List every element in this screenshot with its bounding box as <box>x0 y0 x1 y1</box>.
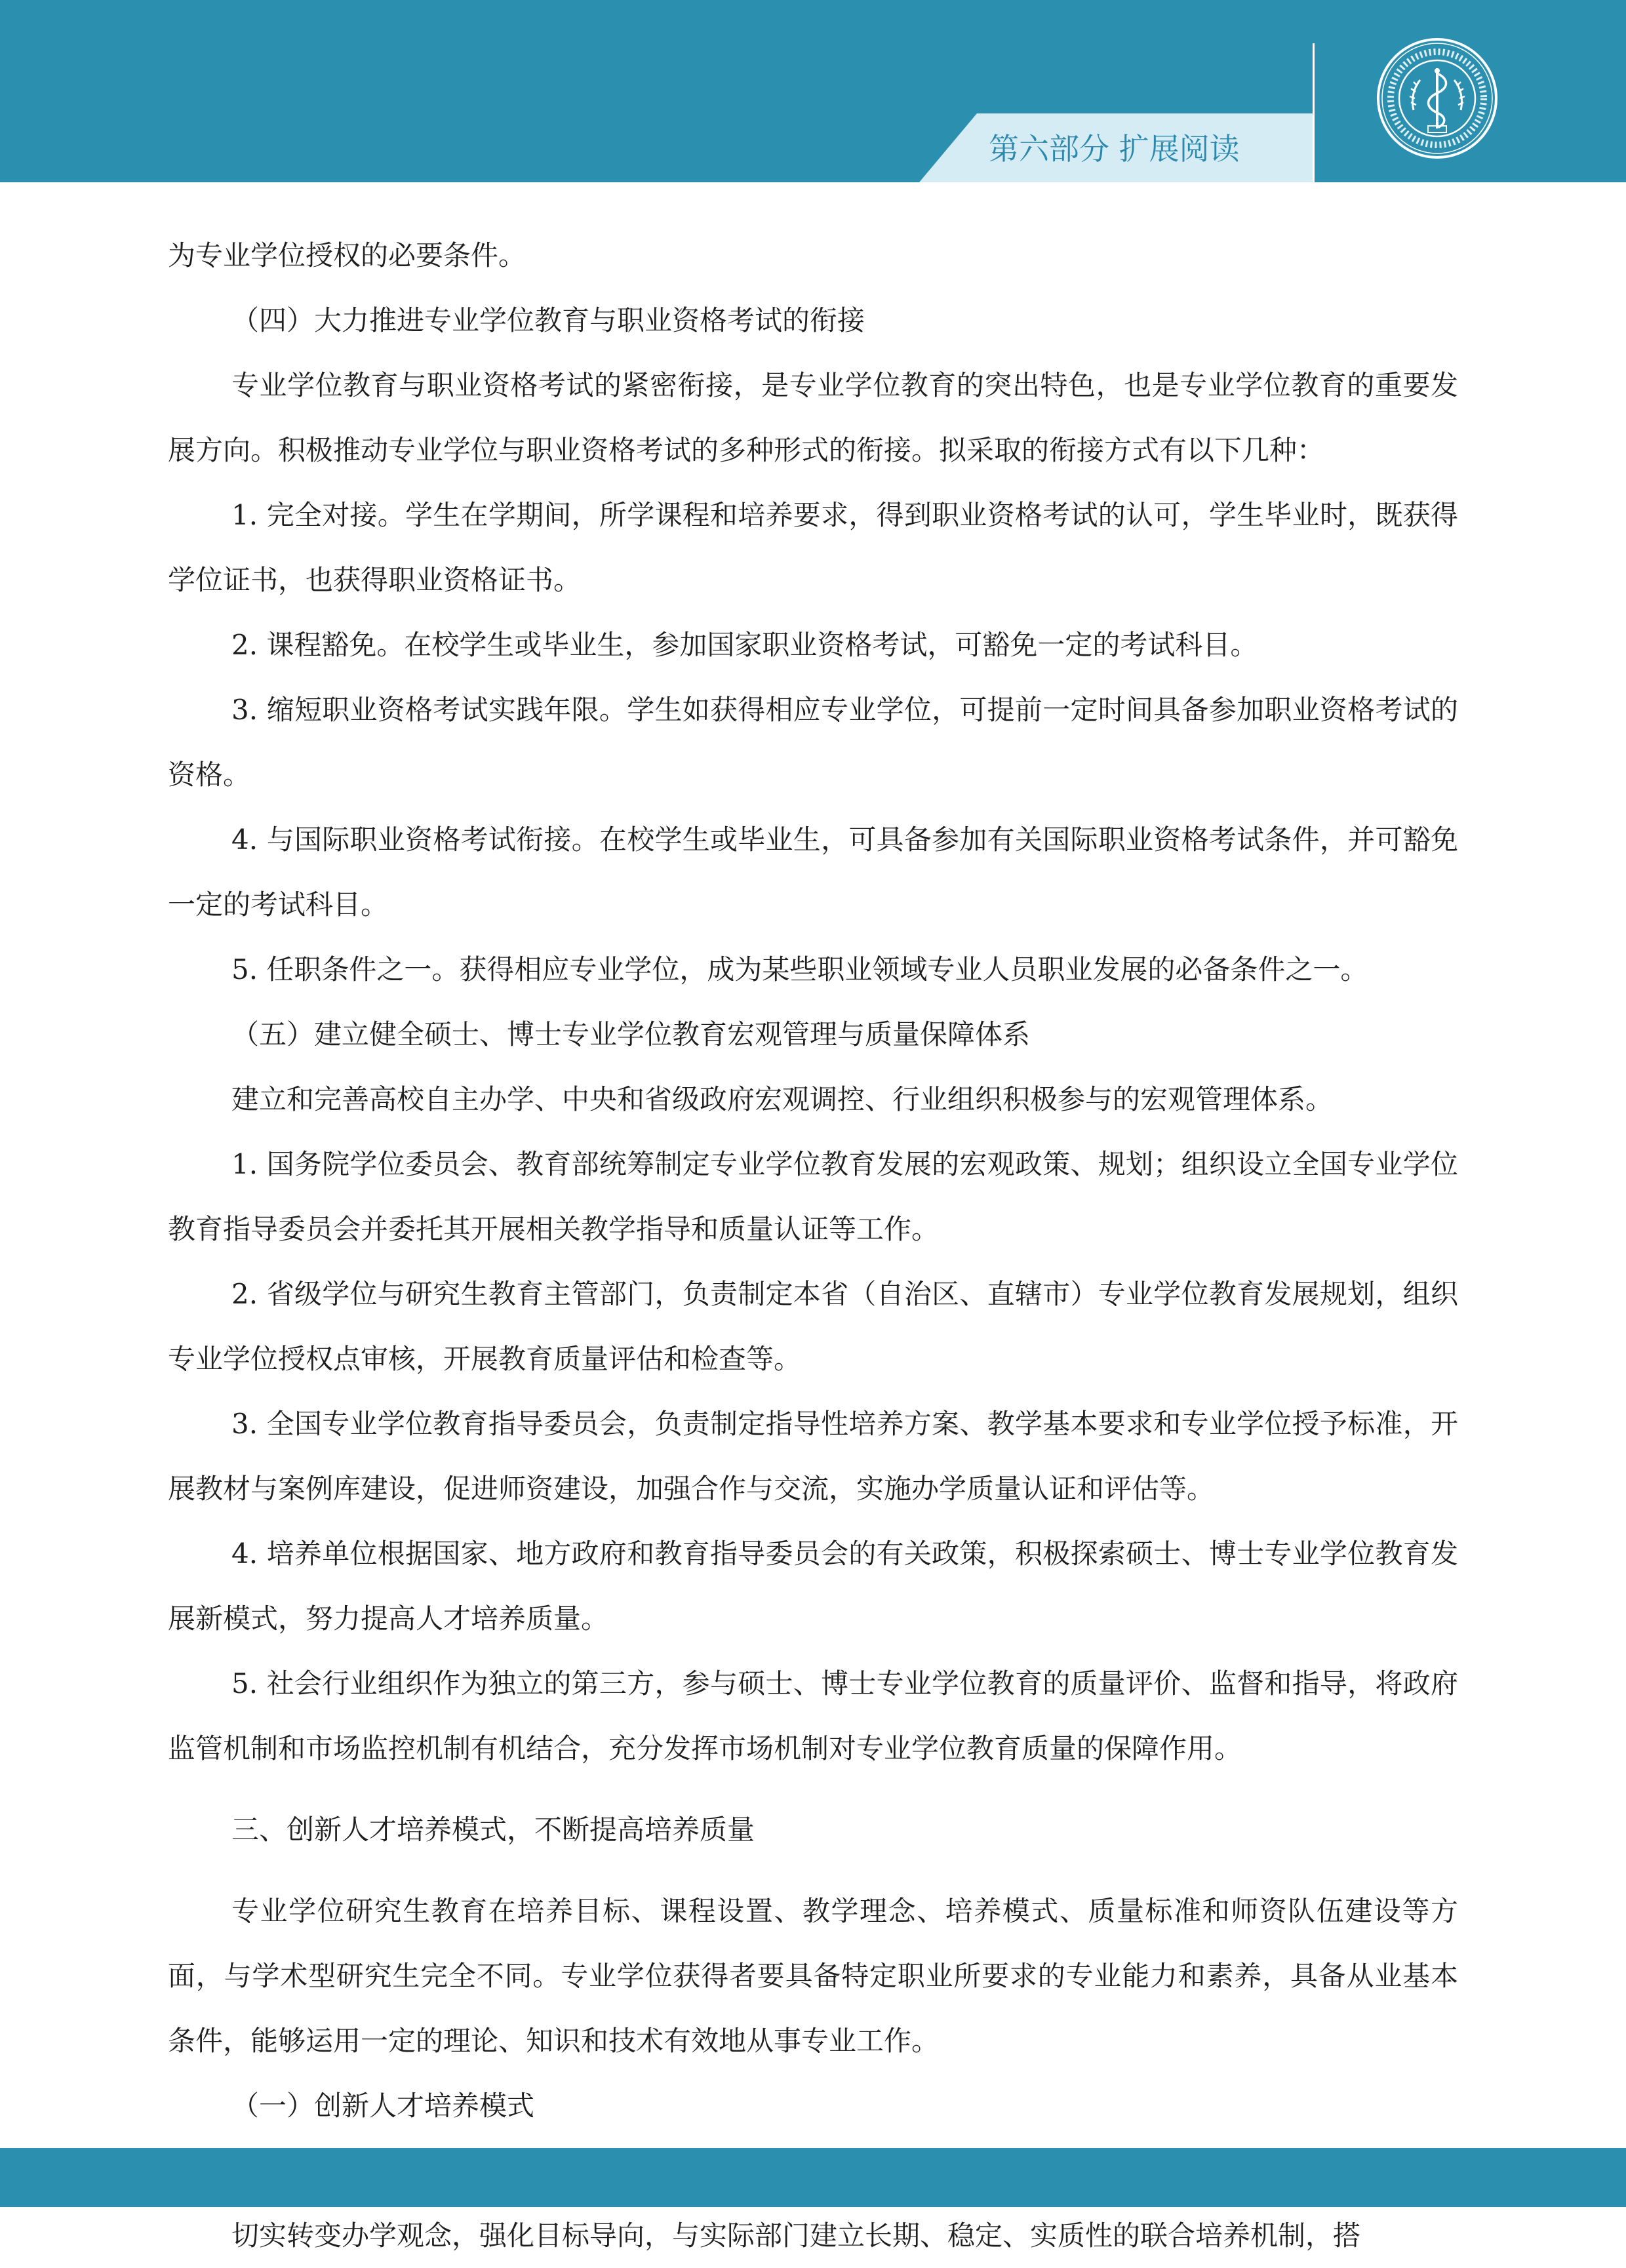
university-seal-icon <box>1376 37 1499 160</box>
paragraph: 专业学位教育与职业资格考试的紧密衔接，是专业学位教育的突出特色，也是专业学位教育的重要发展方向。积极推动专业学位与职业资格考试的多种形式的衔接。拟采取的衔接方式有以下几种： <box>168 369 1458 466</box>
paragraph: 2. 课程豁免。在校学生或毕业生，参加国家职业资格考试，可豁免一定的考试科目。 <box>231 629 1258 661</box>
paragraph: 4. 培养单位根据国家、地方政府和教育指导委员会的有关政策，积极探索硕士、博士专业学位教育发展新模式，努力提高人才培养质量。 <box>168 1538 1458 1635</box>
paragraph: 1. 完全对接。学生在学期间，所学课程和培养要求，得到职业资格考试的认可，学生毕业时，既获得学位证书，也获得职业资格证书。 <box>168 499 1458 596</box>
document-body <box>168 223 1458 2268</box>
paragraph: 为专业学位授权的必要条件。 <box>168 239 526 271</box>
paragraph: （四）大力推进专业学位教育与职业资格考试的衔接 <box>231 304 865 336</box>
footer-band <box>0 2148 1626 2207</box>
paragraph: 5. 社会行业组织作为独立的第三方，参与硕士、博士专业学位教育的质量评价、监督和指导，将政府监管机制和市场监控机制有机结合，充分发挥市场机制对专业学位教育质量的保障作用。 <box>168 1667 1458 1764</box>
paragraph: 3. 缩短职业资格考试实践年限。学生如获得相应专业学位，可提前一定时间具备参加职业资格考试的资格。 <box>168 694 1458 791</box>
paragraph: 专业学位研究生教育在培养目标、课程设置、教学理念、培养模式、质量标准和师资队伍建设等方面，与学术型研究生完全不同。专业学位获得者要具备特定职业所要求的专业能力和素养，具备从业基本条件，能够运用一定的理论、知识和技术有效地从事专业工作。 <box>168 1895 1458 2057</box>
paragraph: 2. 省级学位与研究生教育主管部门，负责制定本省（自治区、直辖市）专业学位教育发展规划，组织专业学位授权点审核，开展教育质量评估和检查等。 <box>168 1278 1458 1375</box>
paragraph: 建立和完善高校自主办学、中央和省级政府宏观调控、行业组织积极参与的宏观管理体系。 <box>231 1083 1334 1115</box>
paragraph: 1. 国务院学位委员会、教育部统筹制定专业学位教育发展的宏观政策、规划；组织设立全国专业学位教育指导委员会并委托其开展相关教学指导和质量认证等工作。 <box>168 1148 1458 1245</box>
paragraph: 3. 全国专业学位教育指导委员会，负责制定指导性培养方案、教学基本要求和专业学位授予标准，开展教材与案例库建设，促进师资建设，加强合作与交流，实施办学质量认证和评估等。 <box>168 1408 1458 1505</box>
paragraph: （一）创新人才培养模式 <box>231 2090 535 2122</box>
section-title: 第六部分 扩展阅读 <box>989 131 1240 167</box>
paragraph: 4. 与国际职业资格考试衔接。在校学生或毕业生，可具备参加有关国际职业资格考试条件，并可豁免一定的考试科目。 <box>168 824 1458 921</box>
paragraph: （五）建立健全硕士、博士专业学位教育宏观管理与质量保障体系 <box>231 1018 1031 1050</box>
header-divider <box>1313 43 1315 182</box>
paragraph: 5. 任职条件之一。获得相应专业学位，成为某些职业领域专业人员职业发展的必备条件之一。 <box>231 953 1368 985</box>
section-heading: 三、创新人才培养模式，不断提高培养质量 <box>231 1814 755 1846</box>
paragraph: 切实转变办学观念，强化目标导向，与实际部门建立长期、稳定、实质性的联合培养机制，搭 <box>231 2219 1361 2252</box>
